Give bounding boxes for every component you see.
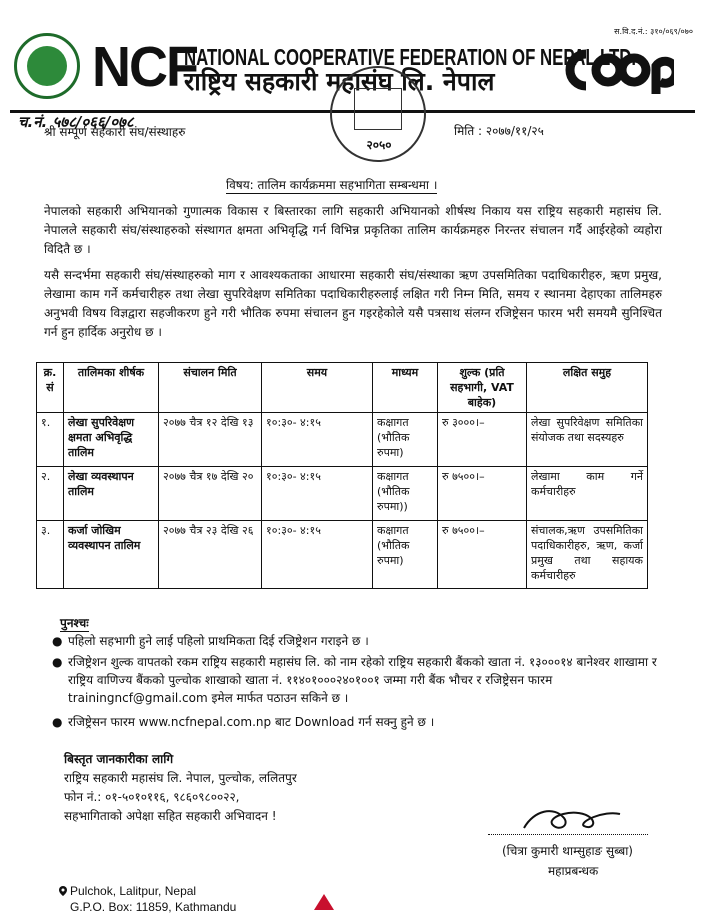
reference-number: च.नं. ५७८/०६६/०७८ (18, 113, 134, 131)
recipient: श्री सम्पूर्ण सहकारी संघ/संस्थाहरु (44, 125, 186, 139)
cell-serial: १. (37, 413, 64, 467)
location-pin-icon (58, 886, 68, 896)
cell-fee: रु ३०००।– (438, 413, 527, 467)
contact-org: राष्ट्रिय सहकारी महासंघ लि. नेपाल, पुल्चोक, ललितपुर (64, 771, 297, 785)
table-row (37, 521, 648, 589)
contact-block (64, 750, 297, 826)
cell-target: लेखामा काम गर्ने कर्मचारीहरु (527, 467, 648, 521)
header-title-nepali: राष्ट्रिय सहकारी महासंघ लि. नेपाल (184, 67, 495, 96)
cell-fee: रु ७५००।– (438, 467, 527, 521)
training-table (36, 362, 648, 589)
coop-logo-icon (564, 44, 674, 96)
cell-time: १०:३०- ४:१५ (262, 467, 373, 521)
body-paragraph-2: यसै सन्दर्भमा सहकारी संघ/संस्थाहरुको माग र आवश्यकताका आधारमा सहकारी संघ/संस्थाका ऋण उपसमितिका पदाधिकारीहरु, ऋण प्रमुख, लेखामा काम गर्ने कर्मचारीहरु तथा लेखा सुपरिवेक्षण समितिका पदाधिकारीहरुलाई लक्षित गरी निम्न मिति, समय र स्थानमा देहाएका तालिमहरु अनुभवी विषय विज्ञद्वारा सहजीकरण हुने गरी भौतिक रुपमा संचालन हुन गइरहेकोले यसै पत्रसाथ संलग्न रजिष्ट्रेसन फारम भरी समयमै सुनिश्चित गर्न हुन हार्दिक अनुरोध छ । (44, 268, 662, 339)
col-training-title: तालिमका शीर्षक (64, 363, 159, 413)
closing-line: सहभागिताको अपेक्षा सहित सहकारी अभिवादन ! (64, 809, 277, 823)
cell-time: १०:३०- ४:१५ (262, 521, 373, 589)
bullet-icon: ● (52, 634, 63, 648)
coop-logo (564, 44, 674, 107)
postscript-item-1 (52, 632, 668, 650)
table-header-row (37, 363, 648, 413)
ncf-logo (14, 33, 80, 99)
bullet-icon: ● (52, 655, 63, 669)
cell-medium: कक्षागत (भौतिक रुपमा) (373, 521, 438, 589)
logo-emblem-icon (27, 46, 67, 86)
letter-subject: विषय: तालिम कार्यक्रममा सहभागिता सम्बन्धमा । (226, 178, 438, 192)
cell-target: लेखा सुपरिवेक्षण समितिका संयोजक तथा सदस्यहरु (527, 413, 648, 467)
cell-time: १०:३०- ४:१५ (262, 413, 373, 467)
ncf-wordmark: NCF (92, 35, 197, 99)
cell-medium: कक्षागत (भौतिक रुपमा) (373, 413, 438, 467)
cell-title: लेखा सुपरिवेक्षण क्षमता अभिवृद्धि तालिम (64, 413, 159, 467)
contact-phone: फोन नं.: ०१-५०१०११६, ९८६०९८००२२, (64, 790, 240, 804)
registration-number: स.वि.द.नं.: ३१०/०६९/०७० (614, 27, 693, 36)
col-medium: माध्यम (373, 363, 438, 413)
cell-date: २०७७ चैत्र १२ देखि १३ (159, 413, 262, 467)
cell-title: कर्जा जोखिम व्यवस्थापन तालिम (64, 521, 159, 589)
flag-icon (310, 892, 340, 910)
postscript-text: रजिष्ट्रेशन शुल्क वापतको रकम राष्ट्रिय सहकारी महासंघ लि. को नाम रहेको राष्ट्रिय सहकारी बैंकको खाता नं. १३०००१४ बानेश्वर शाखामा र राष्ट्रिय वाणिज्य बैंकको पुल्चोक शाखाको खाता नं. ११४०१०००२४०१००१ जम्मा गरी बैंक भौचर र रजिष्ट्रेसन फारम trainingncf@gmail.com इमेल मार्फत पठाउन सकिने छ । (68, 655, 657, 705)
contact-title: बिस्तृत जानकारीका लागि (64, 752, 174, 766)
bullet-icon: ● (52, 715, 63, 729)
footer-pobox: G.P.O. Box: 11859, Kathmandu (70, 900, 237, 914)
postscript-item-3 (52, 713, 668, 731)
postscript-item-2 (52, 653, 668, 707)
signatory-title: महाप्रबन्धक (548, 864, 599, 878)
signatory-name: (चित्रा कुमारी थाम्सुहाङ सुब्बा) (502, 844, 633, 858)
postscript-text: रजिष्ट्रेसन फारम www.ncfnepal.com.np बाट Download गर्न सक्नु हुने छ । (68, 715, 435, 729)
header-title-english: NATIONAL COOPERATIVE FEDERATION OF NEPAL LTD. (184, 44, 637, 70)
cell-medium: कक्षागत (भौतिक रुपमा)) (373, 467, 438, 521)
postscript-text: पहिलो सहभागी हुने लाई पहिलो प्राथमिकता दिई रजिष्ट्रेशन गराइने छ । (68, 634, 369, 648)
signature-line (488, 834, 648, 835)
col-fee: शुल्क (प्रति सहभागी, VAT बाहेक) (438, 363, 527, 413)
cell-serial: २. (37, 467, 64, 521)
footer-address: Pulchok, Lalitpur, Nepal (70, 884, 197, 898)
cell-fee: रु ७५००।– (438, 521, 527, 589)
stamp-emblem-icon (354, 88, 402, 130)
postscript-title: पुनश्चः (60, 616, 89, 630)
col-serial: क्र. सं (37, 363, 64, 413)
body-paragraph-1: नेपालको सहकारी अभियानको गुणात्मक विकास र बिस्तारका लागि सहकारी अभियानको शीर्षस्थ निकाय यस राष्ट्रिय सहकारी महासंघ लि. नेपालले सहकारी संघ/संस्थाहरुको संस्थागत क्षमता अभिवृद्धि गर्न विभिन्न प्रकृतिका तालिम कार्यक्रमहरु निरन्तर संचालन गर्दै आईरहेको व्यहोरा विदितै छ । (44, 204, 662, 256)
table-row (37, 467, 648, 521)
col-time: समय (262, 363, 373, 413)
table-row (37, 413, 648, 467)
cell-date: २०७७ चैत्र २३ देखि २६ (159, 521, 262, 589)
col-target-group: लक्षित समुह (527, 363, 648, 413)
cell-serial: ३. (37, 521, 64, 589)
cell-date: २०७७ चैत्र १७ देखि २० (159, 467, 262, 521)
cell-target: संचालक,ऋण उपसमितिका पदाधिकारीहरु, ऋण, कर्जा प्रमुख तथा सहायक कर्मचारीहरु (527, 521, 648, 589)
cell-title: लेखा व्यवस्थापन तालिम (64, 467, 159, 521)
letter-date: मिति : २०७७/११/२५ (454, 124, 544, 138)
col-date: संचालन मिति (159, 363, 262, 413)
stamp-year: २०५० (366, 138, 392, 152)
